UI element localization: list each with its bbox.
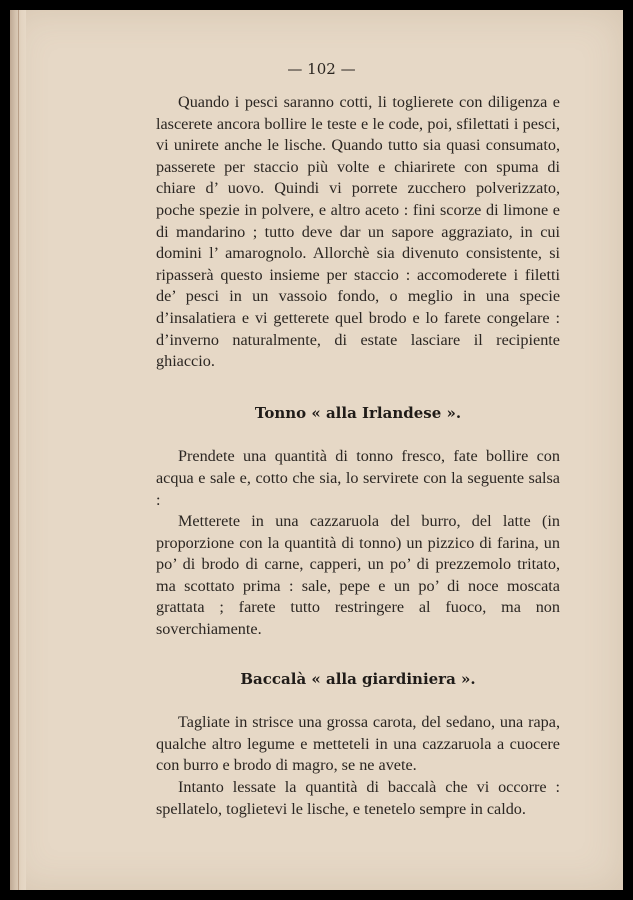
- recipe-title-baccala: Baccalà « alla giardiniera ».: [240, 669, 476, 688]
- page-text-body: [156, 92, 560, 820]
- recipe-title-tonno: Tonno « alla Irlandese ».: [254, 403, 462, 422]
- baccala-paragraph-2: Intanto lessate la quantità di baccalà che vi occorre : spellatelo, toglietevi le lische, e tenetelo sempre in caldo.: [156, 778, 560, 818]
- tonno-paragraph-2: Metterete in una cazzaruola del burro, del latte (in proporzione con la quantità di tonno) un pizzico di farina, un po’ di brodo di carne, capperi, un po’ di prezzemolo tritato, ma scottato prima : sale, pepe e un po’ di noce moscata grattata ; farete tutto restringere al fuoco, ma non soverchiamente.: [156, 512, 560, 639]
- book-page: [10, 10, 623, 890]
- intro-paragraph: Quando i pesci saranno cotti, li toglierete con diligenza e lascerete ancora bollire le teste e le code, poi, sfilettati i pesci, vi unirete anche le lische. Quando tutto sia quasi consumato, passerete per staccio più volte e chiarirete con spuma di chiare d’ uovo. Quindi vi porrete zucchero polverizzato, poche spezie in polvere, e altro aceto : fini scorze di limone e di mandarino ; tutto deve dar un sapore aggraziato, in cui domini l’ amarognolo. Allorchè sia divenuto consistente, si ripasserà questo insieme per staccio : accomoderete i filetti de’ pesci in un vassoio fondo, o meglio in una specie d’insalatiera e vi getterete quel brodo e lo farete congelare : d’inverno naturalmente, di estate lasciare il recipiente ghiaccio.: [156, 93, 560, 371]
- baccala-paragraph-1: Tagliate in strisce una grossa carota, del sedano, una rapa, qualche altro legume e metteteli in una cazzaruola a cuocere con burro e brodo di magro, se ne avete.: [156, 713, 560, 775]
- tonno-paragraph-1: Prendete una quantità di tonno fresco, fate bollire con acqua e sale e, cotto che sia, lo servirete con la seguente salsa :: [156, 447, 560, 509]
- page-gutter-line: [18, 10, 19, 890]
- page-number: — 102 —: [287, 60, 356, 78]
